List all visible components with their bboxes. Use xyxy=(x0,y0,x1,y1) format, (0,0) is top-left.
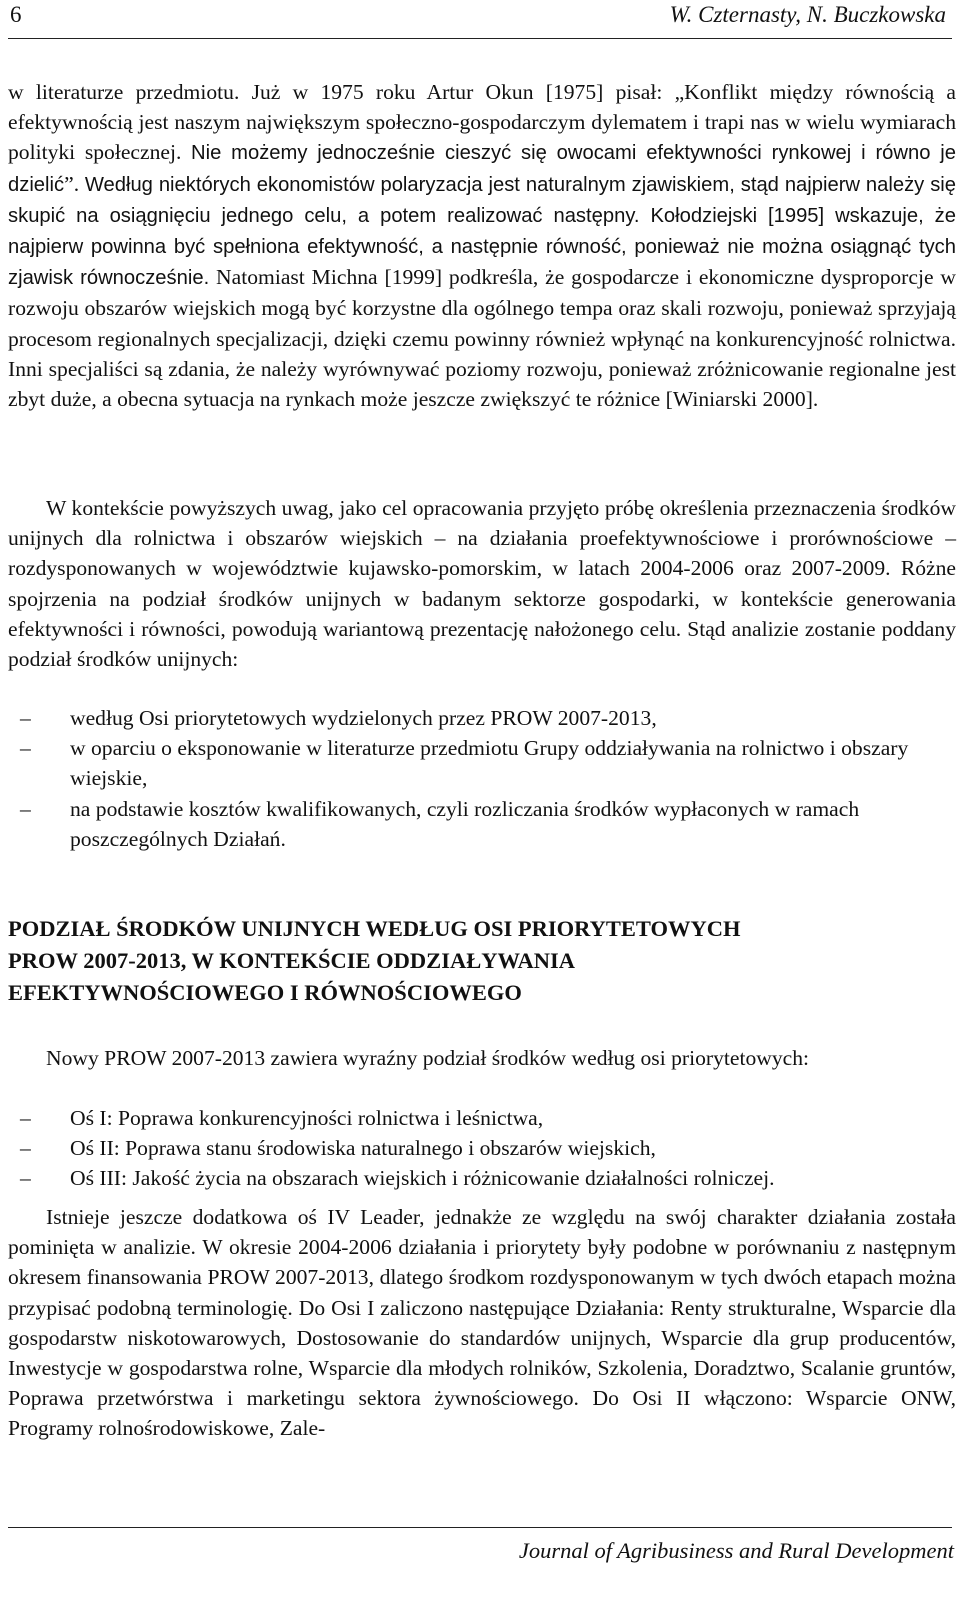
text-quote-sans: Nie możemy jednocześnie cieszyć się owocami efektywności rynkowej i równo je dzielić xyxy=(8,142,957,196)
running-head-authors: W. Czternasty, N. Buczkowska xyxy=(669,2,946,27)
text-quote-close: ”. xyxy=(64,171,85,196)
paragraph-intro xyxy=(8,77,956,414)
page-number: 6 xyxy=(10,2,22,27)
list-analysis-variants xyxy=(8,703,956,854)
paragraph-axis-iv: Istnieje jeszcze dodatkowa oś IV Leader, jednakże ze względu na swój charakter działania została pominięta w analizie. W okresie 2004-2006 działania i priorytety były podobne w porównaniu z następnym okresem finansowania PROW 2007-2013, dlatego środkom rozdysponowanym w tych dwóch etapach można przypisać podobną terminologię. Do Osi I zaliczono następujące Działania: Renty strukturalne, Wsparcie dla gospodarstw niskotowarowych, Dostosowanie do standardów unijnych, Wsparcie dla grup producentów, Inwestycje w gospodarstwa rolne, Wsparcie dla młodych rolników, Szkolenia, Doradztwo, Scalanie gruntów, Poprawa przetwórstwa i marketingu sektora żywnościowego. Do Osi II włączono: Wsparcie ONW, Programy rolnośrodowiskowe, Zale- xyxy=(8,1205,956,1441)
section-heading-line: EFEKTYWNOŚCIOWEGO I RÓWNOŚCIOWEGO xyxy=(8,980,522,1005)
paragraph-aim: W kontekście powyższych uwag, jako cel opracowania przyjęto próbę określenia przeznaczenia środków unijnych dla rolnictwa i obszarów wiejskich – na działania proefektywnościowe i prorównościowe – rozdysponowanych w województwie kujawsko-pomorskim, w latach 2004-2006 oraz 2007-2009. Różne spojrzenia na podział środków unijnych w badanym sektorze gospodarki, w kontekście generowania efektywności i równości, powodują wariantową prezentację nałożonego celu. Stąd analizie zostanie poddany podział środków unijnych: xyxy=(8,496,956,672)
paragraph-axes-intro: Nowy PROW 2007-2013 zawiera wyraźny podział środków według osi priorytetowych: xyxy=(46,1046,810,1070)
list-item: – Oś III: Jakość życia na obszarach wiejskich i różnicowanie działalności rolniczej. xyxy=(8,1163,956,1193)
text-michna: Natomiast Michna [1999] podkreśla, że gospodarcze i ekonomiczne dysproporcje w rozwoju obszarów wiejskich mogą być korzystne dla ogólnego tempa oraz skali rozwoju, ponieważ sprzyjają procesom regionalnych specjalizacji, dzięki czemu powinny również wpłynąć na konkurencyjność rolnictwa. Inni specjaliści są zdania, że należy wyrównywać poziomy rozwoju, ponieważ zróżnicowanie regionalne jest zbyt duże, a obecna sytuacja na rynkach może jeszcze zwiększyć te różnice [Winiarski 2000]. xyxy=(8,265,956,412)
list-item: – według Osi priorytetowych wydzielonych przez PROW 2007-2013, xyxy=(8,703,956,733)
list-item: – w oparciu o eksponowanie w literaturze przedmiotu Grupy oddziaływania na rolnictwo i obszary wiejskie, xyxy=(8,733,956,793)
section-heading xyxy=(8,913,956,1009)
section-heading-line: PODZIAŁ ŚRODKÓW UNIJNYCH WEDŁUG OSI PRIORYTETOWYCH xyxy=(8,916,741,941)
section-heading-line: PROW 2007-2013, W KONTEKŚCIE ODDZIAŁYWANIA xyxy=(8,948,575,973)
footer-rule xyxy=(8,1527,952,1528)
list-priority-axes xyxy=(8,1103,956,1194)
list-item: – Oś I: Poprawa konkurencyjności rolnictwa i leśnictwa, xyxy=(8,1103,956,1133)
text-economists-sans: Według niektórych ekonomistów polaryzacja jest naturalnym zjawiskiem, stąd najpierw należy się skupić na osiągnięciu jednego celu, a potem realizować następny. Kołodziejski [1995] wskazuje, że najpierw powinna być spełniona efektywność, a następnie równość, ponieważ nie można osiągnąć tych zjawisk równocześnie. xyxy=(8,173,956,290)
text-okun-quote: w literaturze przedmiotu. Już w 1975 roku Artur Okun [1975] pisał: „Konflikt między równością a efektywnością jest naszym największym społeczno-gospodarczym dylematem i trapi nas w wielu wymiarach polityki społecznej. xyxy=(8,80,956,165)
page-header xyxy=(8,0,952,39)
list-item: – na podstawie kosztów kwalifikowanych, czyli rozliczania środków wypłaconych w ramach poszczególnych Działań. xyxy=(8,794,956,854)
journal-name: Journal of Agribusiness and Rural Development xyxy=(518,1538,954,1563)
list-item: – Oś II: Poprawa stanu środowiska naturalnego i obszarów wiejskich, xyxy=(8,1133,956,1163)
